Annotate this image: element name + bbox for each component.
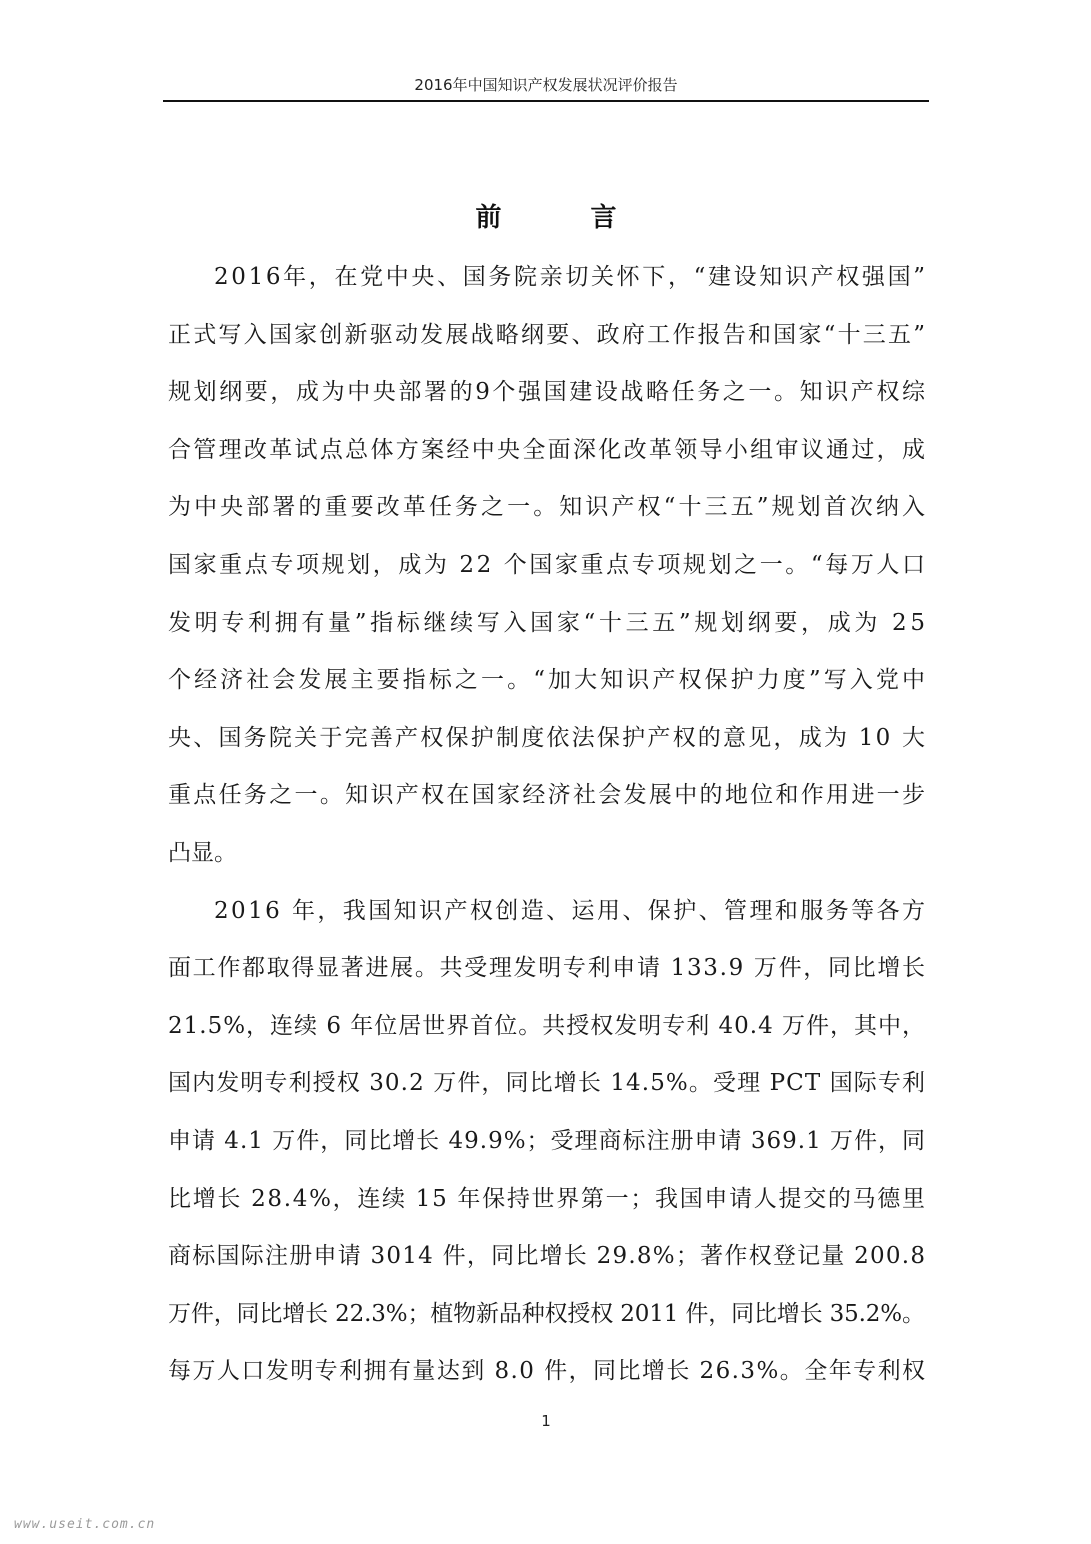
body-line: 合管理改革试点总体方案经中央全面深化改革领导小组审议通过，成 (168, 436, 928, 463)
body-line: 万件，同比增长 22.3%；植物新品种权授权 2011 件，同比增长 35.2%。 (168, 1300, 925, 1327)
body-line: 21.5%，连续 6 年位居世界首位。共授权发明专利 40.4 万件，其中， (168, 1012, 927, 1039)
header-rule (163, 100, 929, 102)
body-line: 国家重点专项规划，成为 22 个国家重点专项规划之一。“每万人口 (168, 552, 928, 578)
body-line: 重点任务之一。知识产权在国家经济社会发展中的地位和作用进一步 (168, 782, 928, 809)
body-line: 凸显。 (168, 840, 237, 866)
running-header: 2016年中国知识产权发展状况评价报告 (414, 76, 678, 94)
body-line: 发明专利拥有量”指标继续写入国家“十三五”规划纲要，成为 25 (168, 609, 929, 636)
watermark: www.useit.com.cn (14, 1517, 156, 1532)
body-line: 规划纲要，成为中央部署的9个强国建设战略任务之一。知识产权综 (168, 379, 928, 406)
body-line: 央、国务院关于完善产权保护制度依法保护产权的意见，成为 10 大 (168, 724, 928, 751)
body-line: 商标国际注册申请 3014 件，同比增长 29.8%；著作权登记量 200.8 (168, 1243, 927, 1270)
body-line: 正式写入国家创新驱动发展战略纲要、政府工作报告和国家“十三五” (168, 321, 928, 348)
body-line: 面工作都取得显著进展。共受理发明专利申请 133.9 万件，同比增长 (168, 955, 927, 982)
body-line: 比增长 28.4%，连续 15 年保持世界第一；我国申请人提交的马德里 (168, 1185, 927, 1212)
section-title: 前 言 (475, 203, 657, 233)
page-number: 1 (541, 1412, 551, 1430)
body-line: 2016 年，我国知识产权创造、运用、保护、管理和服务等各方 (214, 897, 928, 924)
body-line: 申请 4.1 万件，同比增长 49.9%；受理商标注册申请 369.1 万件，同 (168, 1128, 927, 1154)
body-line: 国内发明专利授权 30.2 万件，同比增长 14.5%。受理 PCT 国际专利 (168, 1070, 927, 1097)
body-line: 为中央部署的重要改革任务之一。知识产权“十三五”规划首次纳入 (168, 494, 929, 521)
body-line: 2016年，在党中央、国务院亲切关怀下，“建设知识产权强国” (214, 264, 928, 290)
body-line: 个经济社会发展主要指标之一。“加大知识产权保护力度”写入党中 (168, 667, 929, 694)
body-line: 每万人口发明专利拥有量达到 8.0 件，同比增长 26.3%。全年专利权 (168, 1358, 927, 1385)
